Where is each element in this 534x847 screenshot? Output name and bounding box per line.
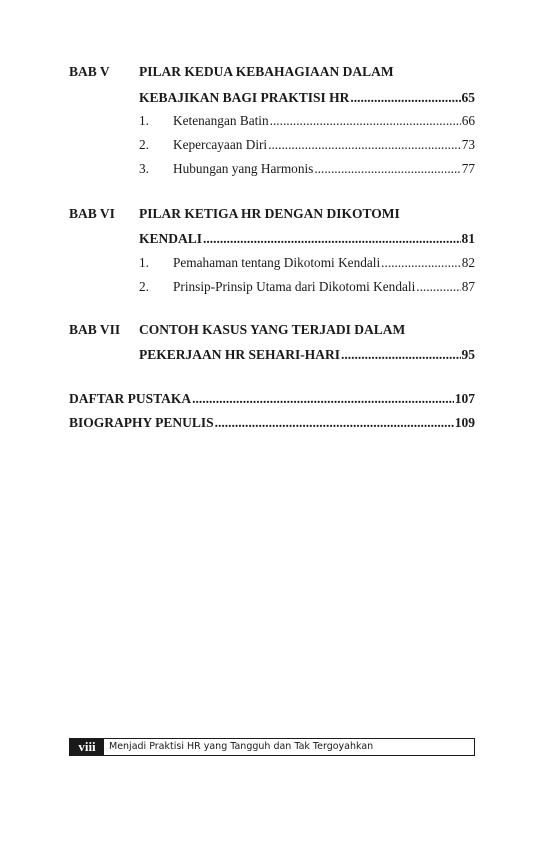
item-title: Prinsip-Prinsip Utama dari Dikotomi Kendali xyxy=(173,279,416,294)
toc-bab5-heading xyxy=(0,62,534,82)
toc-bab5-item-2[interactable] xyxy=(0,135,534,155)
item-number: 3. xyxy=(139,161,149,176)
bab6-page: 81 xyxy=(461,231,475,246)
bab5-page: 65 xyxy=(461,90,475,105)
dot-leader xyxy=(268,135,461,155)
toc-bab7-entry[interactable] xyxy=(0,345,534,365)
biography-title: BIOGRAPHY PENULIS xyxy=(69,415,214,430)
bab7-title-line2: PEKERJAAN HR SEHARI-HARI xyxy=(139,347,341,362)
bab7-label: BAB VII xyxy=(69,322,121,337)
bab5-title-line1: PILAR KEDUA KEBAHAGIAAN DALAM xyxy=(139,64,394,79)
bab5-title-line2: KEBAJIKAN BAGI PRAKTISI HR xyxy=(139,90,350,105)
bab6-title-line1: PILAR KETIGA HR DENGAN DIKOTOMI xyxy=(139,206,400,221)
bab7-page: 95 xyxy=(461,347,475,362)
dot-leader xyxy=(314,159,460,179)
toc-bab6-item-1[interactable] xyxy=(0,253,534,273)
item-number: 2. xyxy=(139,137,149,152)
toc-bab7-heading xyxy=(0,320,534,340)
item-title: Hubungan yang Harmonis xyxy=(173,161,314,176)
dot-leader xyxy=(270,111,461,131)
item-number: 1. xyxy=(139,255,149,270)
item-title: Kepercayaan Diri xyxy=(173,137,268,152)
footer-page-number: viii xyxy=(70,739,104,755)
item-number: 1. xyxy=(139,113,149,128)
page-footer xyxy=(69,738,475,756)
item-title: Pemahaman tentang Dikotomi Kendali xyxy=(173,255,381,270)
bab7-title-line1: CONTOH KASUS YANG TERJADI DALAM xyxy=(139,322,406,337)
daftar-pustaka-title: DAFTAR PUSTAKA xyxy=(69,391,192,406)
item-number: 2. xyxy=(139,279,149,294)
toc-bab6-heading xyxy=(0,204,534,224)
dot-leader xyxy=(203,229,460,249)
bab6-title-line2: KENDALI xyxy=(139,231,203,246)
toc-biography[interactable] xyxy=(0,413,534,433)
daftar-pustaka-page: 107 xyxy=(454,391,475,406)
toc-bab6-entry[interactable] xyxy=(0,229,534,249)
bab6-label: BAB VI xyxy=(69,206,115,221)
item-page: 82 xyxy=(461,255,475,270)
dot-leader xyxy=(215,413,454,433)
dot-leader xyxy=(381,253,461,273)
item-page: 87 xyxy=(461,279,475,294)
toc-bab5-item-3[interactable] xyxy=(0,159,534,179)
toc-bab5-entry[interactable] xyxy=(0,88,534,108)
item-title: Ketenangan Batin xyxy=(173,113,269,128)
dot-leader xyxy=(350,88,460,108)
toc-daftar-pustaka[interactable] xyxy=(0,389,534,409)
item-page: 77 xyxy=(461,161,475,176)
dot-leader xyxy=(192,389,454,409)
toc-bab6-item-2[interactable] xyxy=(0,277,534,297)
footer-book-title: Menjadi Praktisi HR yang Tangguh dan Tak Tergoyahkan xyxy=(109,741,374,752)
dot-leader xyxy=(341,345,460,365)
dot-leader xyxy=(416,277,460,297)
biography-page: 109 xyxy=(454,415,475,430)
item-page: 66 xyxy=(461,113,475,128)
bab5-label: BAB V xyxy=(69,64,110,79)
toc-bab5-item-1[interactable] xyxy=(0,111,534,131)
item-page: 73 xyxy=(461,137,475,152)
